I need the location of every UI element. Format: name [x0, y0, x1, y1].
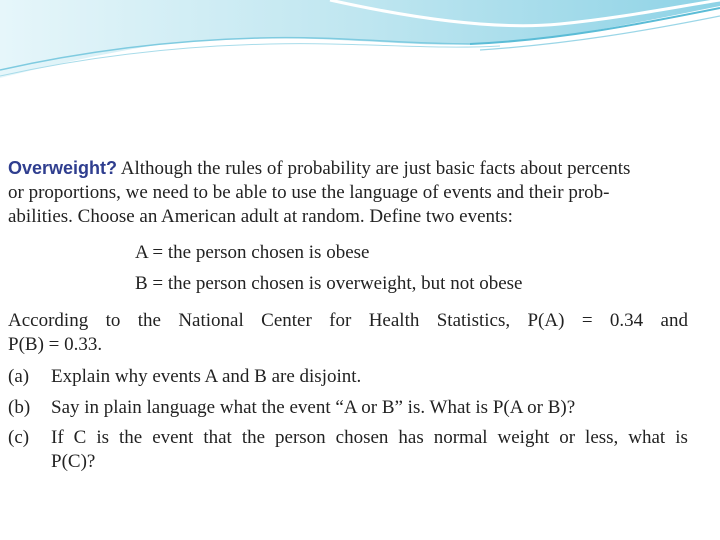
question-c-word: event — [152, 427, 194, 448]
stats-word: the — [137, 310, 161, 331]
textbook-excerpt — [0, 146, 696, 502]
statistics-paragraph — [8, 309, 688, 357]
question-c-word: chosen — [335, 427, 389, 448]
question-c-text-1 — [51, 426, 688, 450]
question-a-text: Explain why events A and B are disjoint. — [51, 366, 362, 387]
intro-line-1 — [8, 156, 688, 181]
question-c-word: that — [203, 427, 232, 448]
stats-line-2: P(B) = 0.33. — [8, 334, 103, 355]
question-c-word: what — [628, 427, 666, 448]
intro-line-3: abilities. Choose an American adult at random. Define two events: — [8, 206, 513, 227]
problem-intro — [8, 156, 688, 229]
stats-line-1 — [8, 309, 688, 333]
intro-text-1: Although the rules of probability are just basic facts about percents — [120, 158, 631, 179]
question-c-word: person — [275, 427, 326, 448]
stats-word: According — [8, 310, 89, 331]
problem-lead: Overweight? — [8, 158, 118, 178]
question-c-label: (c) — [8, 427, 30, 448]
question-c-word: is — [675, 427, 688, 448]
question-b-label: (b) — [8, 397, 31, 418]
question-c-word: has — [398, 427, 424, 448]
question-c-word: C — [73, 427, 87, 448]
event-b-definition: B = the person chosen is overweight, but not obese — [135, 273, 523, 294]
question-c-word: or — [559, 427, 576, 448]
stats-word: = — [581, 310, 593, 331]
question-c-word: weight — [497, 427, 550, 448]
stats-word: National — [178, 310, 244, 331]
event-a-definition: A = the person chosen is obese — [135, 242, 370, 263]
question-b-text: Say in plain language what the event “A or B” is. What is P(A or B)? — [51, 397, 576, 418]
question-c-word: the — [241, 427, 266, 448]
stats-word: and — [660, 310, 688, 331]
question-c-line-2: P(C)? — [51, 451, 96, 472]
question-c-word: If — [51, 427, 64, 448]
stats-word: Center — [261, 310, 312, 331]
stats-word: Statistics, — [436, 310, 511, 331]
question-c-word: less, — [585, 427, 619, 448]
question-a — [8, 365, 361, 389]
stats-word: Health — [368, 310, 420, 331]
stats-word: P(A) — [527, 310, 565, 331]
question-c-word: normal — [433, 427, 488, 448]
stats-word: to — [105, 310, 121, 331]
intro-line-2: or proportions, we need to be able to use the language of events and their prob- — [8, 182, 610, 203]
stats-word: 0.34 — [609, 310, 644, 331]
question-c-word: the — [118, 427, 143, 448]
stats-word: for — [329, 310, 352, 331]
question-a-label: (a) — [8, 366, 30, 387]
question-c — [8, 426, 688, 474]
question-b — [8, 396, 575, 420]
question-c-word: is — [96, 427, 109, 448]
header-banner-decoration — [0, 0, 720, 90]
question-c-line-1 — [8, 426, 688, 450]
